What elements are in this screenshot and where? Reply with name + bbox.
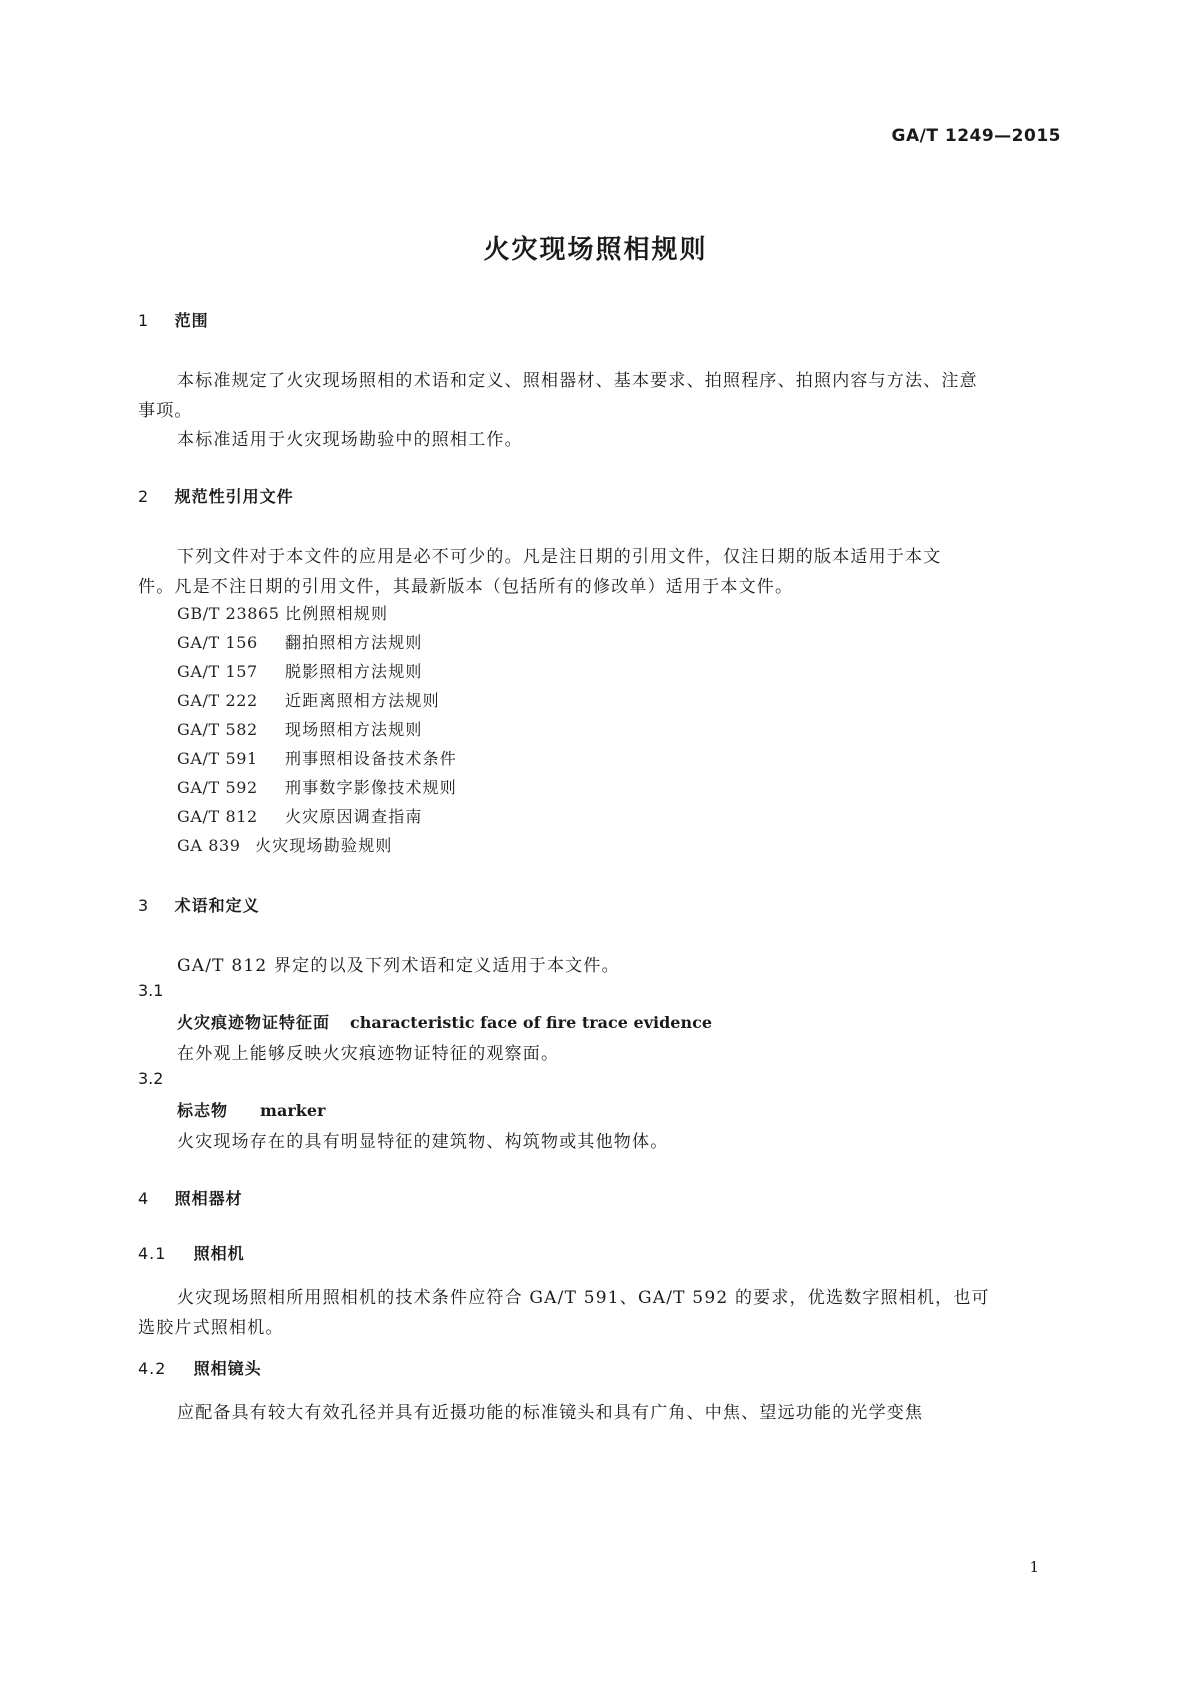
reference-code: GA/T 591 bbox=[177, 749, 258, 768]
section-4-heading bbox=[138, 1186, 243, 1209]
term-heading bbox=[177, 1098, 325, 1121]
term-definition: 在外观上能够反映火灾痕迹物证特征的观察面。 bbox=[177, 1044, 560, 1064]
reference-code: GA/T 812 bbox=[177, 807, 258, 826]
reference-code: GB/T 23865 bbox=[177, 604, 280, 623]
section-number: 3 bbox=[138, 896, 150, 915]
term-english: characteristic face of fire trace evidence bbox=[350, 1013, 712, 1032]
section-title: 术语和定义 bbox=[174, 896, 260, 915]
reference-name: 近距离照相方法规则 bbox=[285, 691, 440, 710]
section-2-heading bbox=[138, 484, 294, 507]
section-1-heading bbox=[138, 308, 209, 331]
term-english: marker bbox=[260, 1101, 326, 1120]
term-chinese: 火灾痕迹物证特征面 bbox=[177, 1013, 331, 1032]
paragraph: 火灾现场照相所用照相机的技术条件应符合 GA/T 591、GA/T 592 的要求，优选数字照相机，也可 bbox=[177, 1288, 990, 1308]
reference-item bbox=[177, 775, 457, 798]
term-number: 3.2 bbox=[138, 1069, 164, 1088]
section-number: 4 bbox=[138, 1189, 150, 1208]
term-number: 3.1 bbox=[138, 981, 164, 1000]
reference-code: GA/T 592 bbox=[177, 778, 258, 797]
term-definition: 火灾现场存在的具有明显特征的建筑物、构筑物或其他物体。 bbox=[177, 1132, 669, 1152]
term-chinese: 标志物 bbox=[177, 1101, 229, 1120]
reference-name: 比例照相规则 bbox=[285, 604, 389, 623]
reference-item bbox=[177, 601, 388, 624]
subsection-4-1-heading bbox=[138, 1241, 245, 1264]
reference-item bbox=[177, 630, 423, 653]
reference-name: 翻拍照相方法规则 bbox=[285, 633, 423, 652]
reference-code: GA/T 222 bbox=[177, 691, 258, 710]
reference-item bbox=[177, 804, 423, 827]
paragraph: 事项。 bbox=[138, 401, 193, 421]
reference-item bbox=[177, 717, 423, 740]
paragraph: 件。凡是不注日期的引用文件，其最新版本（包括所有的修改单）适用于本文件。 bbox=[138, 577, 794, 597]
paragraph: 本标准规定了火灾现场照相的术语和定义、照相器材、基本要求、拍照程序、拍照内容与方法、注意 bbox=[177, 371, 978, 391]
section-number: 1 bbox=[138, 311, 150, 330]
reference-name: 脱影照相方法规则 bbox=[285, 662, 423, 681]
reference-code: GA/T 582 bbox=[177, 720, 258, 739]
reference-name: 火灾原因调查指南 bbox=[285, 807, 423, 826]
standard-code: GA/T 1249—2015 bbox=[891, 126, 1061, 146]
paragraph: 应配备具有较大有效孔径并具有近摄功能的标准镜头和具有广角、中焦、望远功能的光学变焦 bbox=[177, 1403, 924, 1423]
document-title: 火灾现场照相规则 bbox=[483, 235, 708, 265]
reference-item bbox=[177, 659, 423, 682]
reference-item bbox=[177, 746, 457, 769]
section-3-heading bbox=[138, 893, 260, 916]
reference-code: GA/T 157 bbox=[177, 662, 258, 681]
paragraph: 下列文件对于本文件的应用是必不可少的。凡是注日期的引用文件，仅注日期的版本适用于本文 bbox=[177, 547, 942, 567]
page-number: 1 bbox=[1029, 1558, 1039, 1576]
reference-item bbox=[177, 688, 440, 711]
paragraph: 选胶片式照相机。 bbox=[138, 1318, 284, 1338]
subsection-4-2-heading bbox=[138, 1356, 262, 1379]
reference-name: 刑事数字影像技术规则 bbox=[285, 778, 458, 797]
section-title: 规范性引用文件 bbox=[174, 487, 294, 506]
reference-name: 火灾现场勘验规则 bbox=[255, 836, 393, 855]
reference-code: GA/T 156 bbox=[177, 633, 258, 652]
term-heading bbox=[177, 1010, 712, 1033]
paragraph: 本标准适用于火灾现场勘验中的照相工作。 bbox=[177, 430, 523, 450]
subsection-number: 4.1 bbox=[138, 1244, 167, 1263]
section-number: 2 bbox=[138, 487, 150, 506]
reference-name: 刑事照相设备技术条件 bbox=[285, 749, 458, 768]
subsection-number: 4.2 bbox=[138, 1359, 167, 1378]
paragraph: GA/T 812 界定的以及下列术语和定义适用于本文件。 bbox=[177, 956, 620, 976]
reference-code: GA 839 bbox=[177, 836, 241, 855]
section-title: 范围 bbox=[174, 311, 209, 330]
reference-item bbox=[177, 833, 393, 856]
section-title: 照相器材 bbox=[174, 1189, 243, 1208]
subsection-title: 照相镜头 bbox=[193, 1359, 262, 1378]
subsection-title: 照相机 bbox=[193, 1244, 245, 1263]
reference-name: 现场照相方法规则 bbox=[285, 720, 423, 739]
